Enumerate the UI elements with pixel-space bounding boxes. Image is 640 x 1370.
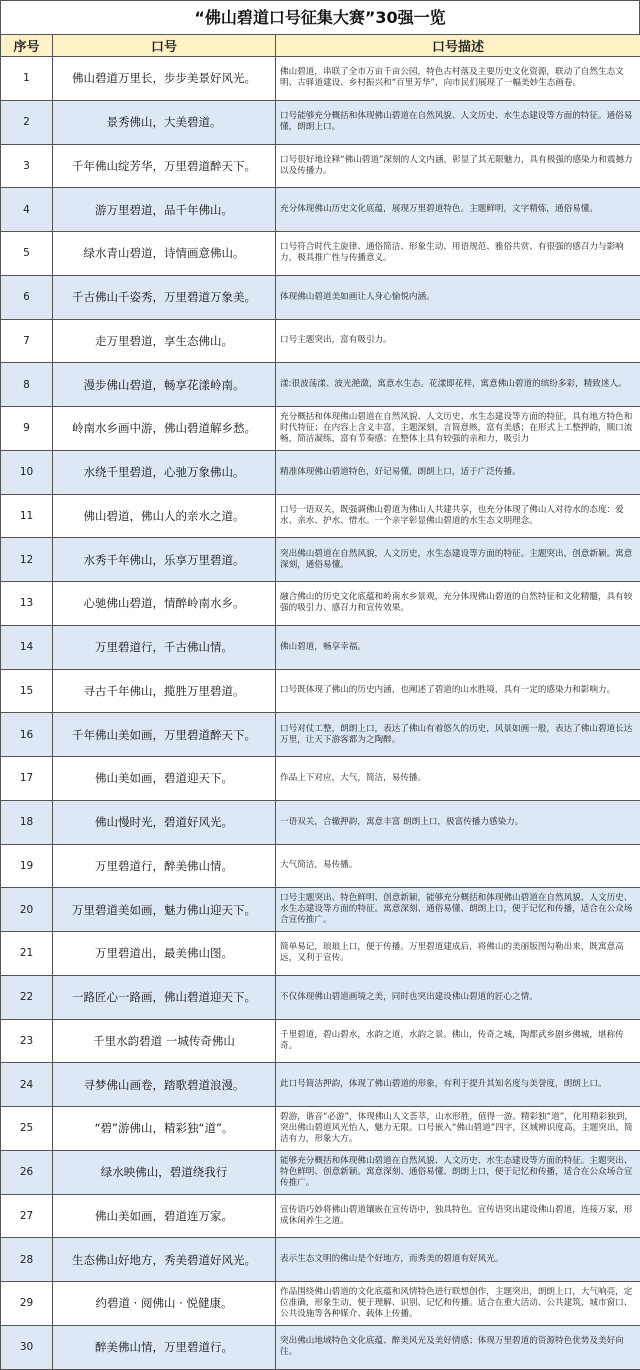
- row-number: 19: [1, 844, 53, 888]
- row-description: 突出佛山碧道在自然风貌，人文历史，水生态建设等方面的特征。主题突出，创意新颖。寓意深刻，通俗易懂。: [276, 538, 640, 582]
- row-description: 碧游，谐音“必游”，体现佛山人文荟萃，山水形胜，值得一游。精彩独“道”，化用精彩独到，突出佛山碧道风光怡人，魅力无限。口号嵌入“佛山碧道”四字，区域辨识度高，主题突出，简洁有力，形象大方。: [276, 1107, 640, 1151]
- table-row: [1, 713, 640, 757]
- table-row: [1, 450, 640, 494]
- table-row: [1, 932, 640, 976]
- row-description: 宣传语巧妙将佛山碧道镶嵌在宣传语中，独具特色。宣传语突出建设佛山碧道，连接万家，形成休闲养生之道。: [276, 1194, 640, 1238]
- row-description: 佛山碧道，畅享幸福。: [276, 625, 640, 669]
- row-number: 7: [1, 319, 53, 363]
- row-number: 27: [1, 1194, 53, 1238]
- table-row: [1, 975, 640, 1019]
- row-description: 融合佛山的历史文化底蕴和岭南水乡景观，充分体现佛山碧道的自然特征和文化精髓，具有较强的吸引力、感召力和宣传效果。: [276, 582, 640, 626]
- table-row: [1, 844, 640, 888]
- row-slogan: 水绕千里碧道，心驰万象佛山。: [53, 450, 276, 494]
- row-description: 一语双关，合辙押韵，寓意丰富 朗朗上口，极富传播力感染力。: [276, 800, 640, 844]
- row-number: 5: [1, 232, 53, 276]
- row-description: 充分体现佛山历史文化底蕴，展现万里碧道特色。主题鲜明，文字精炼，通俗易懂。: [276, 188, 640, 232]
- row-slogan: 心驰佛山碧道，情醉岭南水乡。: [53, 582, 276, 626]
- table-row: [1, 1150, 640, 1194]
- row-description: 口号对仗工整，朗朗上口，表达了佛山有着悠久的历史，风景如画一般，表达了佛山碧道长达万里，让天下游客都为之陶醉。: [276, 713, 640, 757]
- row-number: 26: [1, 1150, 53, 1194]
- table-header-row: [1, 35, 640, 57]
- table-row: [1, 800, 640, 844]
- row-slogan: 千里水韵碧道 一城传奇佛山: [53, 1019, 276, 1063]
- row-number: 16: [1, 713, 53, 757]
- row-slogan: 佛山美如画，碧道连万家。: [53, 1194, 276, 1238]
- row-slogan: 寻梦佛山画卷，踏歌碧道浪漫。: [53, 1063, 276, 1107]
- table-row: [1, 144, 640, 188]
- row-description: 作品围绕佛山碧道的文化底蕴和风情特色进行联想创作，主题突出，朗朗上口，大气响亮，定位准确，形象生动，便于理解、识别、记忆和传播。适合在重大活动、公共建筑、城市窗口、公共设施等各种媒介、载体上传播。: [276, 1282, 640, 1326]
- row-description: 表示生态文明的佛山是个好地方，而秀美的碧道有好风光。: [276, 1238, 640, 1282]
- row-number: 9: [1, 407, 53, 451]
- row-slogan: 万里碧道美如画，魅力佛山迎天下。: [53, 888, 276, 932]
- row-description: 漾:很波荡漾、波光滟潋，寓意水生态。花漾即花样，寓意佛山碧道的缤纷多彩，精致迷人。: [276, 363, 640, 407]
- table-row: [1, 100, 640, 144]
- row-number: 4: [1, 188, 53, 232]
- table-row: [1, 1107, 640, 1151]
- row-slogan: 绿水青山碧道，诗情画意佛山。: [53, 232, 276, 276]
- row-slogan: 生态佛山好地方，秀美碧道好风光。: [53, 1238, 276, 1282]
- row-slogan: 千年佛山美如画，万里碧道醉天下。: [53, 713, 276, 757]
- row-number: 14: [1, 625, 53, 669]
- header-slogan: 口号: [53, 35, 276, 57]
- row-description: 能够充分概括和体现佛山碧道在自然风貌、人文历史、水生态建设等方面的特征。主题突出、特色鲜明、创意新颖。寓意深刻、通俗易懂、朗朗上口，便于记忆和传播，适合在公众场合宣传推广。: [276, 1150, 640, 1194]
- table-row: [1, 1063, 640, 1107]
- table-row: [1, 319, 640, 363]
- row-number: 2: [1, 100, 53, 144]
- table-row: [1, 275, 640, 319]
- row-number: 8: [1, 363, 53, 407]
- row-slogan: 漫步佛山碧道，畅享花漾岭南。: [53, 363, 276, 407]
- table-row: [1, 538, 640, 582]
- table-row: [1, 888, 640, 932]
- row-number: 22: [1, 975, 53, 1019]
- row-description: 不仅体现佛山碧道画境之美，同时也突出建设佛山碧道的匠心之情。: [276, 975, 640, 1019]
- table-row: [1, 669, 640, 713]
- row-slogan: “碧”游佛山，精彩独“道”。: [53, 1107, 276, 1151]
- table-row: [1, 1194, 640, 1238]
- row-number: 21: [1, 932, 53, 976]
- row-number: 13: [1, 582, 53, 626]
- row-number: 18: [1, 800, 53, 844]
- row-description: 体现佛山碧道美如画让人身心愉悦内涵。: [276, 275, 640, 319]
- row-number: 6: [1, 275, 53, 319]
- row-description: 口号一语双关，既强调佛山碧道为佛山人共建共享，也充分体现了佛山人对待水的态度：爱水、亲水、护水、惜水。一个亲字彰显佛山碧道的水生态文明理念。: [276, 494, 640, 538]
- row-number: 28: [1, 1238, 53, 1282]
- row-description: 口号能够充分概括和体现佛山碧道在自然风貌、人文历史、水生态建设等方面的特征。通俗易懂，朗朗上口。: [276, 100, 640, 144]
- page-title: “佛山碧道口号征集大赛”30强一览: [0, 0, 640, 34]
- header-desc: 口号描述: [276, 35, 640, 57]
- slogan-table: [0, 34, 640, 1370]
- table-row: [1, 1019, 640, 1063]
- row-description: 佛山碧道，串联了全市万亩千亩公园，特色古村落及主要历史文化资源，联动了自然生态文明、古驿道建设、乡村振兴和“百里芳华”，向市民们展现了一幅美妙生态画卷。: [276, 57, 640, 101]
- row-slogan: 佛山美如画，碧道迎天下。: [53, 757, 276, 801]
- row-description: 千里碧道，碧山碧水，水韵之道，水韵之景。佛山，传奇之城，陶都武乡剧乡佛城，堪称传奇。: [276, 1019, 640, 1063]
- row-slogan: 约碧道 · 阅佛山 · 悦健康。: [53, 1282, 276, 1326]
- table-row: [1, 582, 640, 626]
- row-slogan: 佛山碧道，佛山人的亲水之道。: [53, 494, 276, 538]
- row-number: 20: [1, 888, 53, 932]
- row-number: 17: [1, 757, 53, 801]
- row-description: 此口号简洁押韵，体现了佛山碧道的形象，有利于提升其知名度与美誉度，朗朗上口。: [276, 1063, 640, 1107]
- row-slogan: 走万里碧道，享生态佛山。: [53, 319, 276, 363]
- row-slogan: 佛山慢时光，碧道好风光。: [53, 800, 276, 844]
- row-slogan: 万里碧道行，醉美佛山情。: [53, 844, 276, 888]
- row-number: 1: [1, 57, 53, 101]
- row-number: 30: [1, 1325, 53, 1369]
- row-number: 24: [1, 1063, 53, 1107]
- table-row: [1, 1282, 640, 1326]
- table-row: [1, 57, 640, 101]
- row-slogan: 万里碧道行，千古佛山情。: [53, 625, 276, 669]
- table-row: [1, 757, 640, 801]
- row-description: 精准体现佛山碧道特色，好记易懂，朗朗上口，适于广泛传播。: [276, 450, 640, 494]
- table-body: [1, 57, 640, 1370]
- row-description: 大气简洁，易传播。: [276, 844, 640, 888]
- row-slogan: 佛山碧道万里长，步步美景好风光。: [53, 57, 276, 101]
- row-slogan: 景秀佛山，大美碧道。: [53, 100, 276, 144]
- row-description: 口号主题突出、特色鲜明、创意新颖，能够充分概括和体现佛山碧道在自然风貌、人文历史、水生态建设等方面的特征。寓意深刻、通俗易懂、朗朗上口，便于记忆和传播，适合在公众场合宣传推广。: [276, 888, 640, 932]
- table-row: [1, 1325, 640, 1369]
- row-slogan: 一路匠心一路画，佛山碧道迎天下。: [53, 975, 276, 1019]
- row-slogan: 游万里碧道，品千年佛山。: [53, 188, 276, 232]
- row-number: 12: [1, 538, 53, 582]
- row-slogan: 寻古千年佛山，揽胜万里碧道。: [53, 669, 276, 713]
- table-row: [1, 625, 640, 669]
- row-description: 突出佛山地域特色文化底蕴、醉美风光及美好情感；体现万里碧道的资源特色优势及美好向往。: [276, 1325, 640, 1369]
- row-description: 口号既体现了佛山的历史内涵，也阐述了碧道的山水胜境，具有一定的感染力和影响力。: [276, 669, 640, 713]
- row-slogan: 千古佛山千姿秀，万里碧道万象美。: [53, 275, 276, 319]
- table-row: [1, 363, 640, 407]
- row-slogan: 万里碧道出，最美佛山图。: [53, 932, 276, 976]
- row-description: 作品上下对应，大气，简洁，易传播。: [276, 757, 640, 801]
- row-number: 23: [1, 1019, 53, 1063]
- table-row: [1, 407, 640, 451]
- table-row: [1, 232, 640, 276]
- row-description: 简单易记，琅琅上口，便于传播。万里碧道建成后，将佛山的美丽版图勾勒出来，既寓意高远，又利于宣传。: [276, 932, 640, 976]
- table-row: [1, 494, 640, 538]
- header-num: 序号: [1, 35, 53, 57]
- row-description: 口号符合时代主旋律、通俗简洁、形象生动、用语规范、雅俗共赏、有很强的感召力与影响力，极具推广性与传播意义。: [276, 232, 640, 276]
- row-slogan: 千年佛山绽芳华，万里碧道醉天下。: [53, 144, 276, 188]
- row-slogan: 岭南水乡画中游，佛山碧道解乡愁。: [53, 407, 276, 451]
- row-number: 10: [1, 450, 53, 494]
- row-slogan: 醉美佛山情，万里碧道行。: [53, 1325, 276, 1369]
- row-slogan: 绿水映佛山，碧道绕我行: [53, 1150, 276, 1194]
- table-row: [1, 1238, 640, 1282]
- row-number: 25: [1, 1107, 53, 1151]
- row-description: 充分概括和体现佛山碧道在自然风貌、人文历史、水生态建设等方面的特征，具有地方特色和时代特征；在内容上含义丰富，主题深刻，言简意赅，富有美感；在形式上工整押韵，顺口流畅，简洁凝练，富有节奏感；在整体上具有较强的亲和力，吸引力: [276, 407, 640, 451]
- row-description: 口号很好地诠释“佛山碧道”深刻的人文内涵，彰显了其无限魅力，具有极强的感染力和震撼力以及传播力。: [276, 144, 640, 188]
- row-description: 口号主题突出，富有吸引力。: [276, 319, 640, 363]
- row-number: 11: [1, 494, 53, 538]
- row-slogan: 水秀千年佛山，乐享万里碧道。: [53, 538, 276, 582]
- row-number: 29: [1, 1282, 53, 1326]
- row-number: 15: [1, 669, 53, 713]
- table-row: [1, 188, 640, 232]
- row-number: 3: [1, 144, 53, 188]
